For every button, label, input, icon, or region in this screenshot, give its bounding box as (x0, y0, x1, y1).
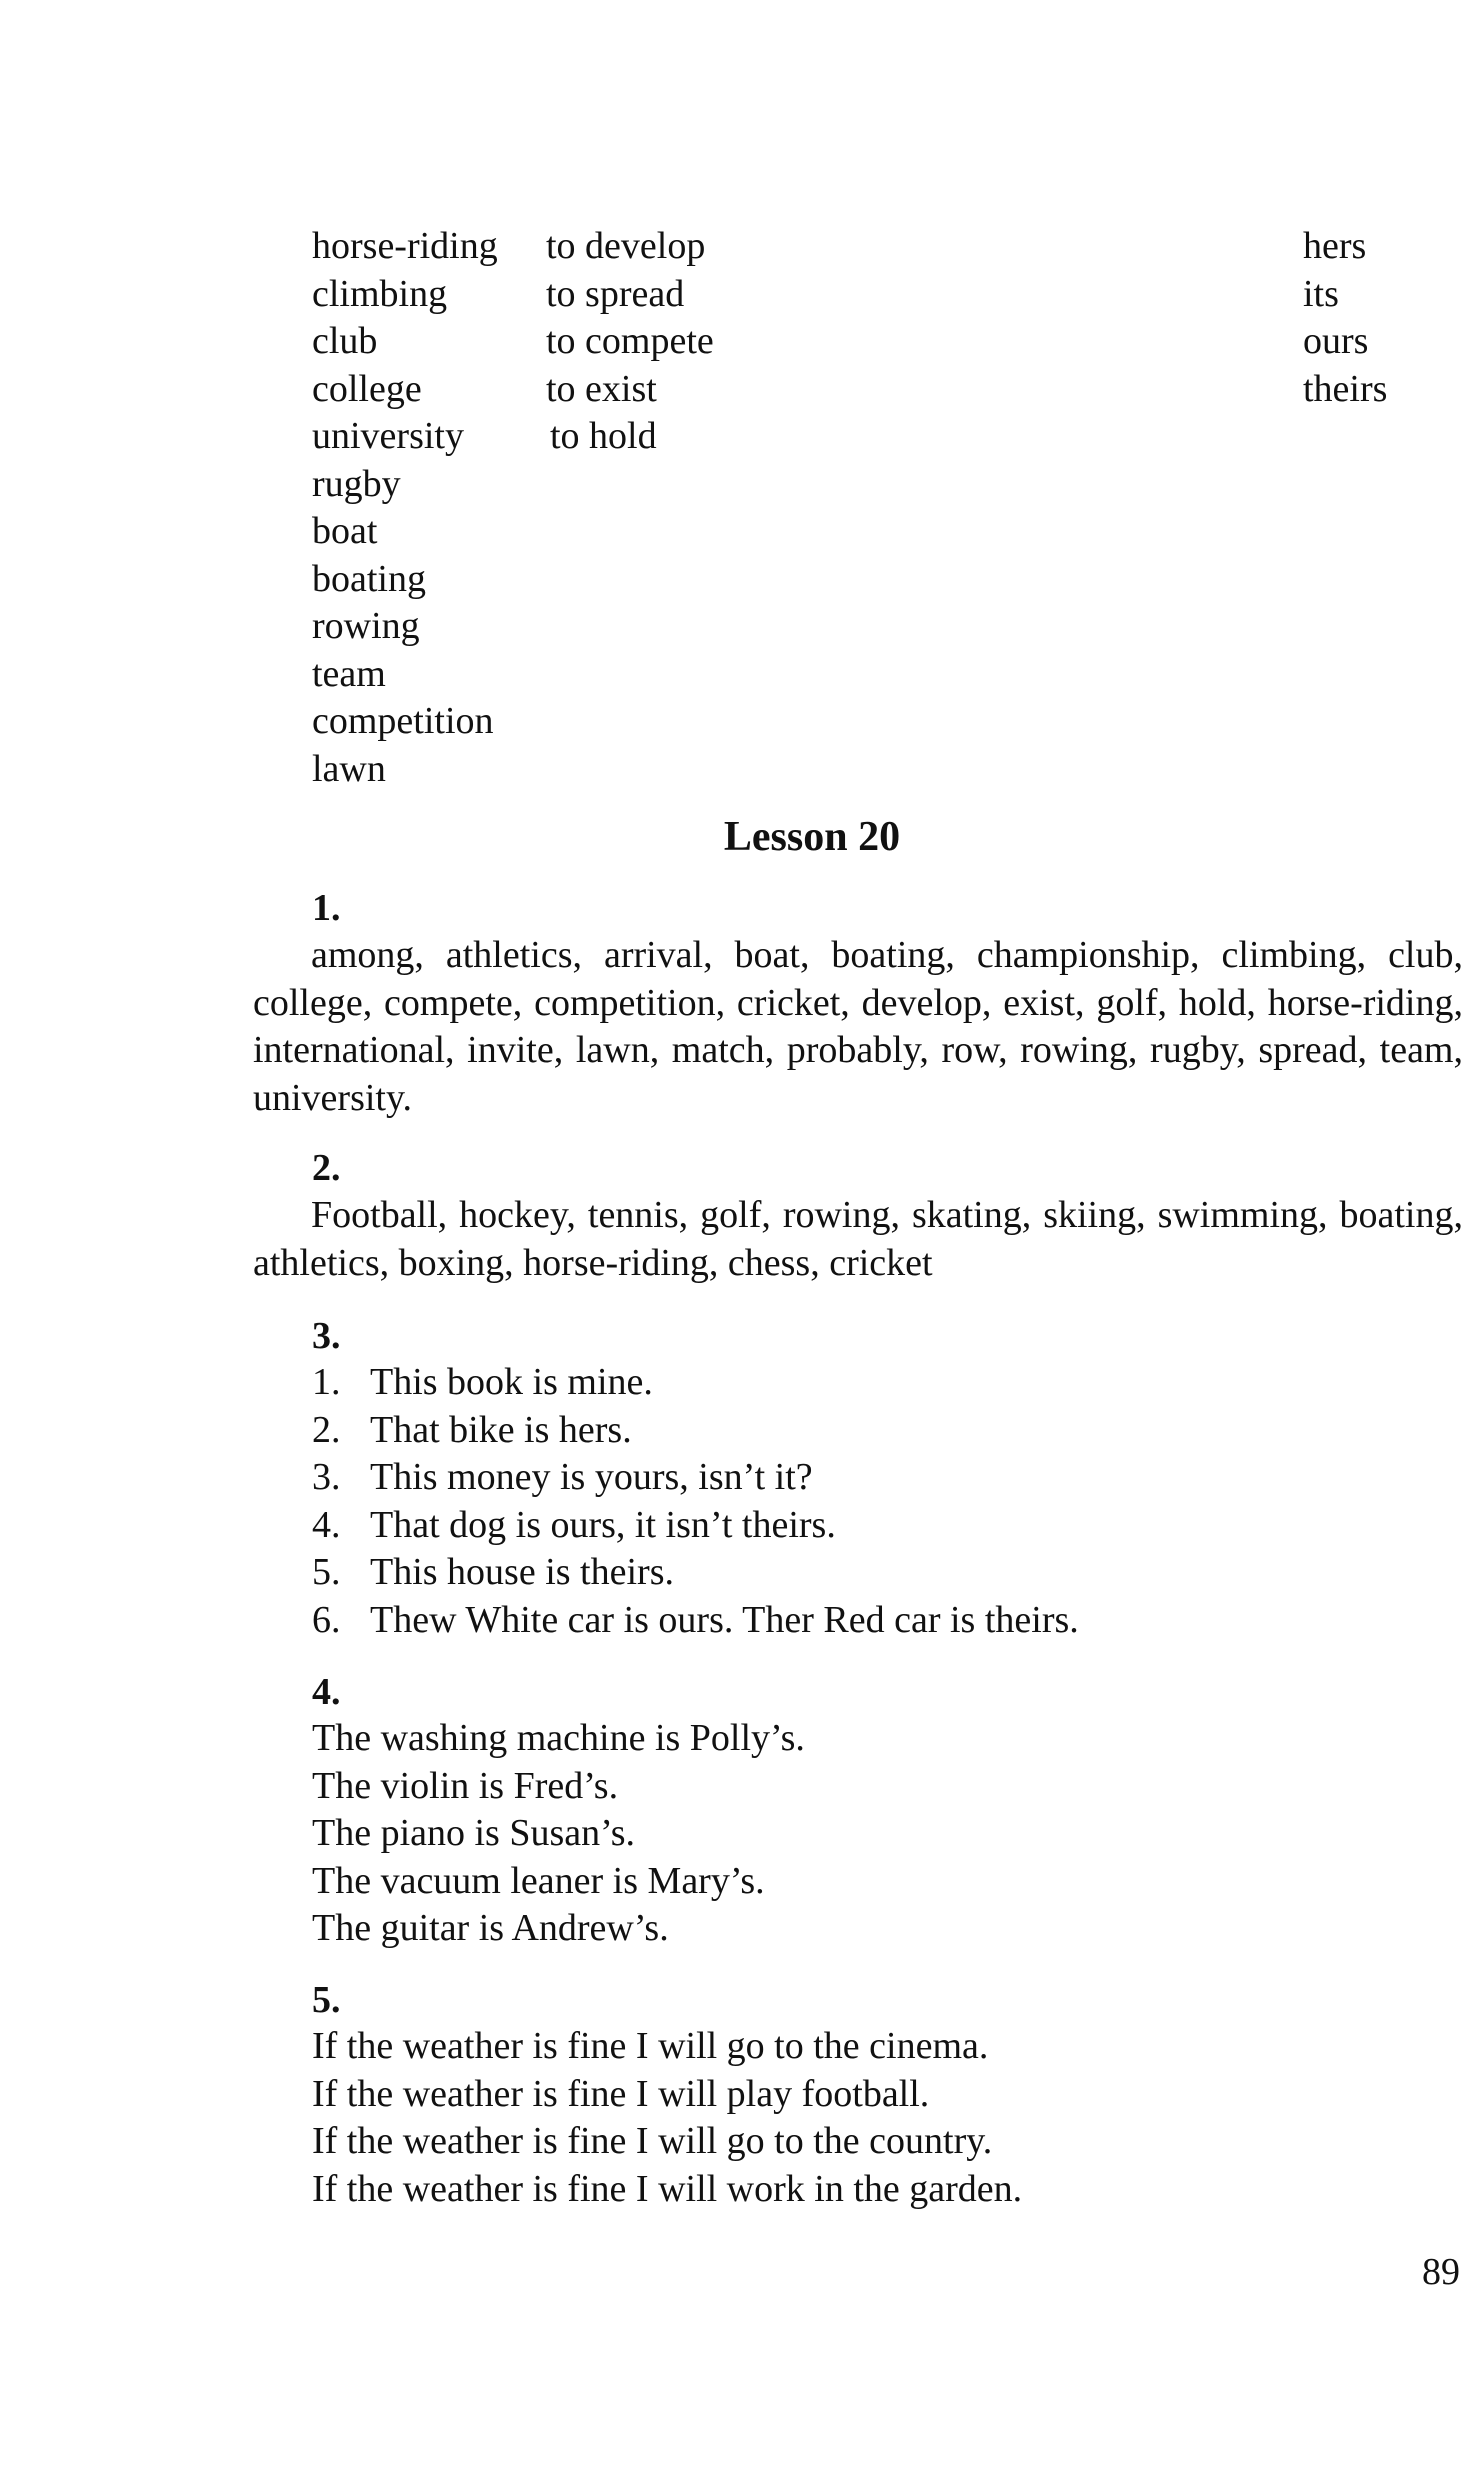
vocab-word: rowing (312, 605, 420, 647)
sentence-line: The washing machine is Polly’s. (312, 1717, 805, 1759)
list-item-text: This book is mine. (370, 1361, 653, 1403)
exercise-2-text: Football, hockey, tennis, golf, rowing, skating, skiing, swimming, boating, athletics, boxing, horse-riding, chess, cricket (253, 1194, 1463, 1284)
list-item (312, 1407, 1079, 1455)
list-item-text: This house is theirs. (370, 1551, 674, 1593)
list-item (312, 1454, 1079, 1502)
sentence-line: If the weather is fine I will play football. (312, 2072, 930, 2115)
exercise-3-list (312, 1359, 1079, 1644)
vocab-word: college (312, 367, 422, 410)
vocab-word: lawn (312, 747, 386, 790)
list-item (312, 1502, 1079, 1550)
vocab-word: theirs (1303, 367, 1388, 410)
vocab-word: rugby (312, 462, 401, 505)
vocab-word: to compete (546, 320, 714, 362)
list-item (312, 1359, 1079, 1407)
vocab-verbs-column (546, 223, 714, 461)
exercise-1-number: 1. (312, 887, 341, 929)
sentence-line: If the weather is fine I will go to the cinema. (312, 2025, 989, 2067)
vocab-word: ours (1303, 320, 1369, 362)
vocab-word: boating (312, 557, 426, 600)
exercise-3-number: 3. (312, 1315, 341, 1357)
sentence-line: The vacuum leaner is Mary’s. (312, 1859, 765, 1902)
vocab-word: competition (312, 700, 494, 742)
lesson-title-text: Lesson 20 (723, 814, 901, 860)
lesson-title (0, 812, 1484, 862)
exercise-4-lines (312, 1715, 805, 1953)
vocab-nouns-column (312, 223, 498, 793)
list-item-text: That dog is ours, it isn’t theirs. (370, 1503, 836, 1546)
exercise-5-number: 5. (312, 1979, 341, 2021)
vocab-word: hers (1303, 225, 1367, 267)
exercise-5-lines (312, 2023, 1022, 2213)
vocab-word: to exist (546, 367, 657, 410)
vocab-word: to spread (546, 272, 685, 315)
exercise-4-number: 4. (312, 1671, 341, 1713)
list-item-text: Thew White car is ours. Ther Red car is theirs. (370, 1598, 1079, 1641)
vocab-word: team (312, 652, 386, 695)
page-number: 89 (1422, 2251, 1460, 2293)
exercise-1-text: among, athletics, arrival, boat, boating, championship, climbing, club, college, compete, competition, cricket, develop, exist, golf, hold, horse-riding, international, invite, lawn, match, probably, row, rowing, rugby, spread, team, university. (253, 934, 1463, 1119)
vocab-word: university (312, 415, 464, 457)
list-item (312, 1549, 1079, 1597)
sentence-line: If the weather is fine I will work in the garden. (312, 2167, 1023, 2210)
sentence-line: The piano is Susan’s. (312, 1812, 635, 1854)
sentence-line: If the weather is fine I will go to the country. (312, 2120, 993, 2162)
list-item (312, 1597, 1079, 1645)
list-item-number: 1. (312, 1361, 341, 1403)
vocab-word: boat (312, 510, 378, 552)
sentence-line: The violin is Fred’s. (312, 1764, 619, 1807)
vocab-word: to develop (546, 225, 706, 267)
list-item-number: 6. (312, 1598, 341, 1641)
list-item-text: This money is yours, isn’t it? (370, 1456, 813, 1498)
exercise-2-number: 2. (312, 1147, 341, 1189)
vocab-word: climbing (312, 272, 448, 315)
vocab-pronouns-column (1303, 223, 1387, 413)
list-item-number: 5. (312, 1551, 341, 1593)
list-item-number: 4. (312, 1503, 341, 1546)
list-item-number: 2. (312, 1408, 341, 1451)
list-item-number: 3. (312, 1456, 341, 1498)
list-item-text: That bike is hers. (370, 1408, 632, 1451)
vocab-word: to hold (550, 415, 657, 457)
sentence-line: The guitar is Andrew’s. (312, 1907, 669, 1949)
vocab-word: horse-riding (312, 225, 498, 267)
vocab-word: club (312, 320, 378, 362)
vocab-word: its (1303, 272, 1339, 315)
